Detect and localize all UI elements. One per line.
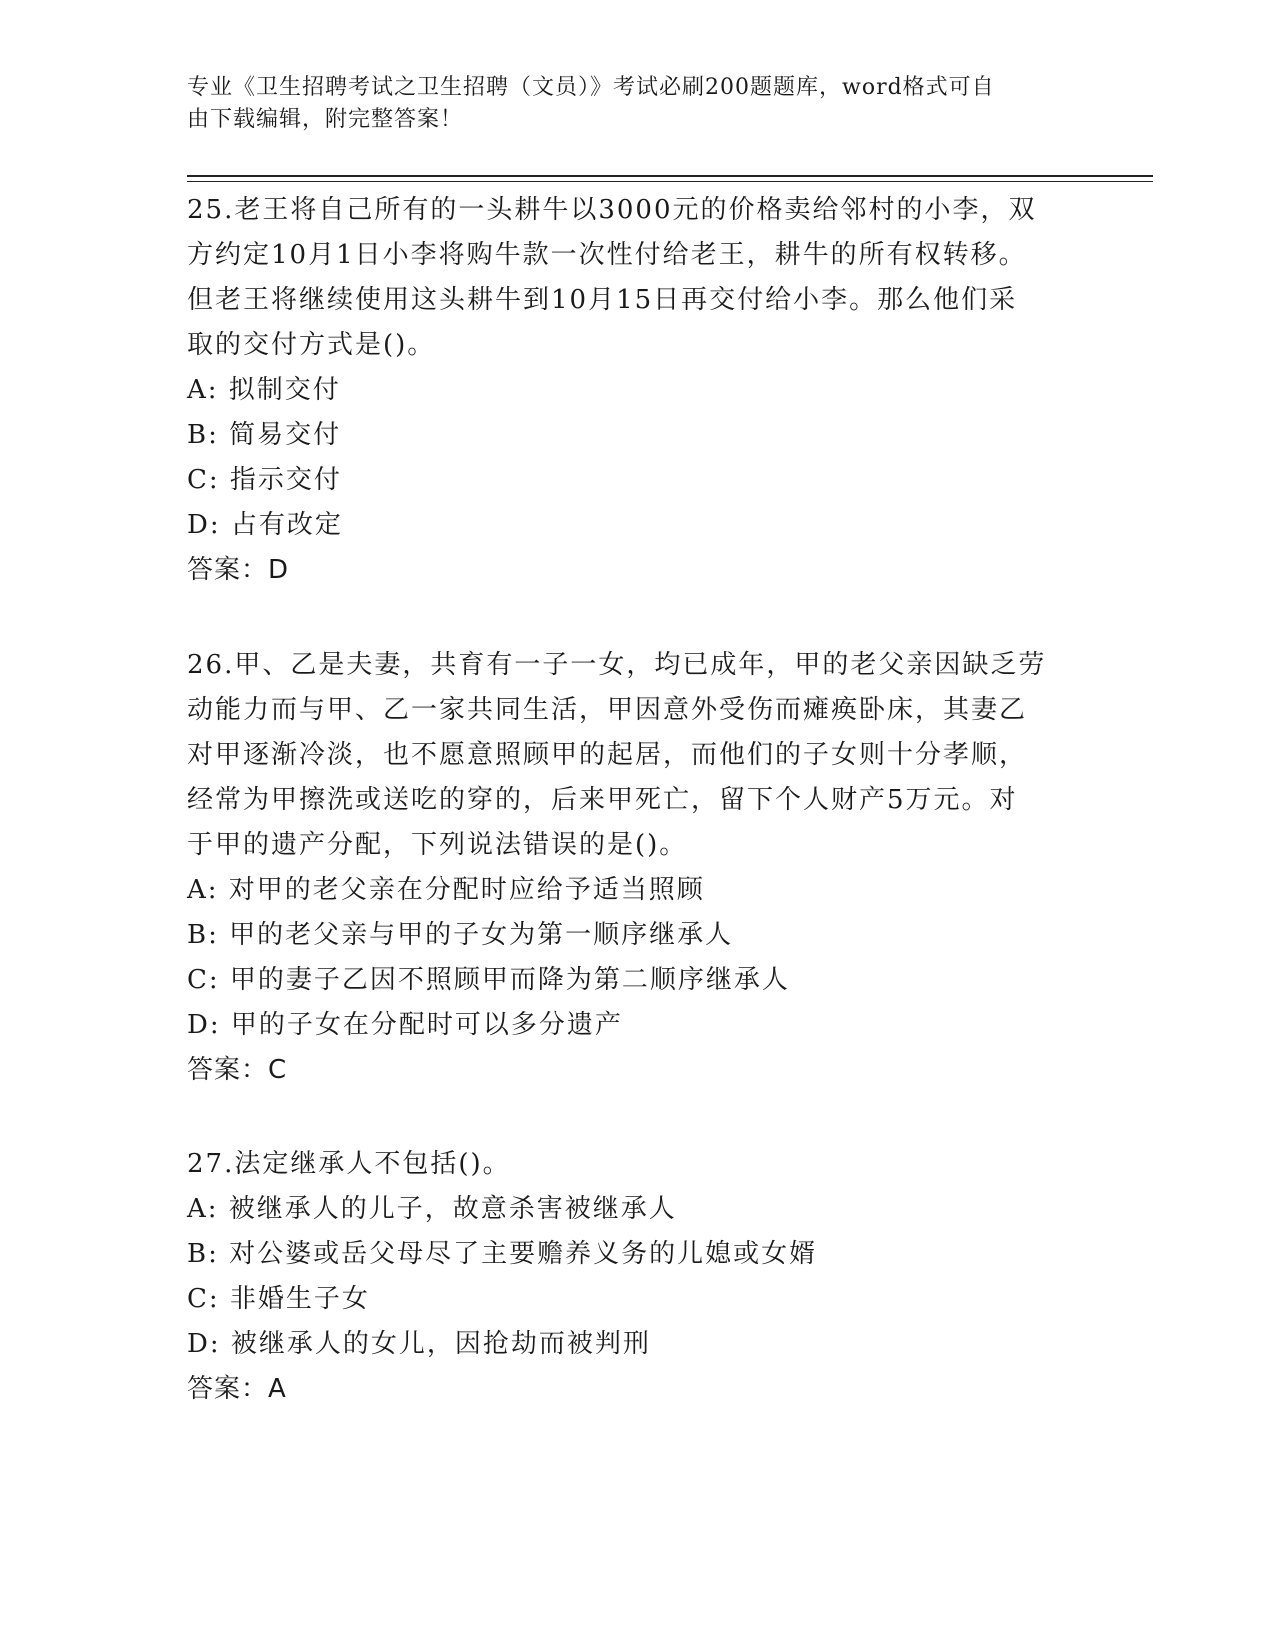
option-b: B: 甲的老父亲与甲的子女为第一顺序继承人 <box>187 920 734 950</box>
header-line-1: 专业《卫生招聘考试之卫生招聘（文员）》考试必刷200题题库，word格式可自 <box>187 75 995 100</box>
question-stem-line: 26.甲、乙是夫妻，共育有一子一女，均已成年，甲的老父亲因缺乏劳 <box>187 650 1047 680</box>
question-stem-line: 对甲逐渐冷淡，也不愿意照顾甲的起居，而他们的子女则十分孝顺， <box>187 740 1028 770</box>
question-stem-line: 动能力而与甲、乙一家共同生活，甲因意外受伤而瘫痪卧床，其妻乙 <box>187 695 1028 725</box>
header-divider <box>187 175 1153 177</box>
question-stem-line: 25.老王将自己所有的一头耕牛以3000元的价格卖给邻村的小李，双 <box>187 195 1037 225</box>
question-stem-line: 于甲的遗产分配，下列说法错误的是()。 <box>187 830 688 860</box>
answer-line: 答案：A <box>187 1374 287 1404</box>
header-divider-thin <box>187 181 1153 182</box>
option-a: A: 被继承人的儿子，故意杀害被继承人 <box>187 1194 677 1224</box>
option-d: D: 甲的子女在分配时可以多分遗产 <box>187 1010 623 1040</box>
question-stem-line: 取的交付方式是()。 <box>187 330 436 360</box>
answer-line: 答案：C <box>187 1055 288 1085</box>
option-b: B: 对公婆或岳父母尽了主要赡养义务的儿媳或女婿 <box>187 1239 818 1269</box>
option-d: D: 占有改定 <box>187 510 343 540</box>
question-26 <box>187 643 1067 1093</box>
option-c: C: 非婚生子女 <box>187 1284 370 1314</box>
question-25 <box>187 188 1067 593</box>
question-27 <box>187 1142 1067 1412</box>
answer-line: 答案：D <box>187 555 290 585</box>
document-header <box>187 72 1067 136</box>
option-d: D: 被继承人的女儿，因抢劫而被判刑 <box>187 1329 651 1359</box>
option-a: A: 拟制交付 <box>187 375 341 405</box>
question-stem-line: 但老王将继续使用这头耕牛到10月15日再交付给小李。那么他们采 <box>187 285 1018 315</box>
option-a: A: 对甲的老父亲在分配时应给予适当照顾 <box>187 875 705 905</box>
header-line-2: 由下载编辑，附完整答案！ <box>187 107 464 132</box>
option-c: C: 甲的妻子乙因不照顾甲而降为第二顺序继承人 <box>187 965 790 995</box>
option-b: B: 简易交付 <box>187 420 342 450</box>
question-stem-line: 27.法定继承人不包括()。 <box>187 1149 511 1179</box>
option-c: C: 指示交付 <box>187 465 342 495</box>
question-stem-line: 方约定10月1日小李将购牛款一次性付给老王，耕牛的所有权转移。 <box>187 240 1027 270</box>
question-stem-line: 经常为甲擦洗或送吃的穿的，后来甲死亡，留下个人财产5万元。对 <box>187 785 1018 815</box>
